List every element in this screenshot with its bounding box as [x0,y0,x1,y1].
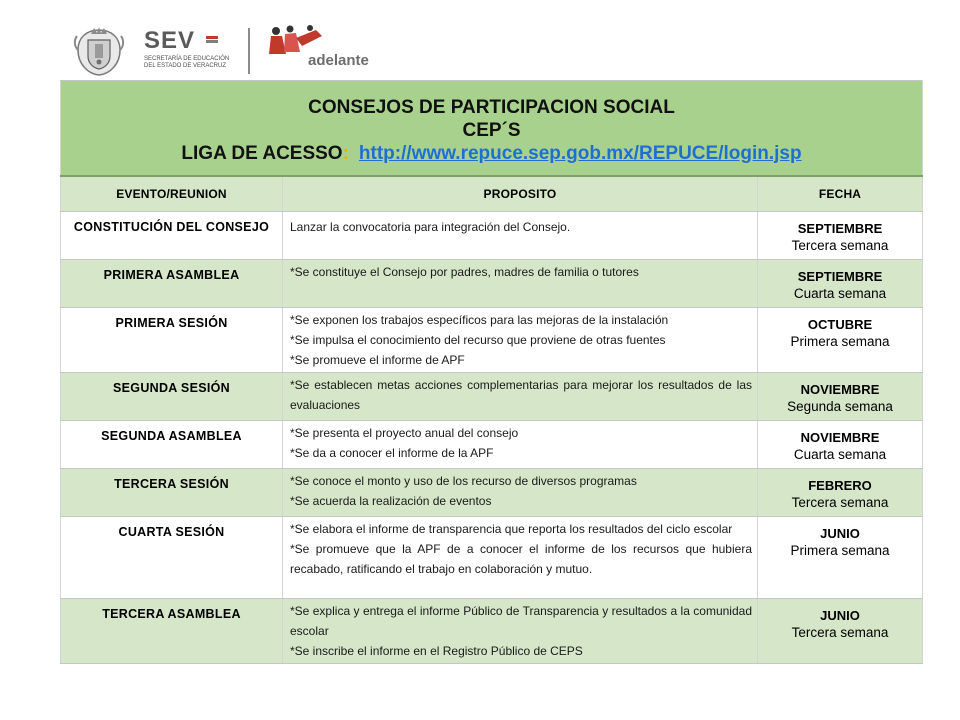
table-row [61,421,923,469]
proposito-cell [283,469,758,517]
proposito-line: *Se promueve que la APF de a conocer el informe de los recursos que hubiera recabado, ratificando el trabajo en colaboración y mutuo. [290,542,752,576]
table-row [61,517,923,599]
proposito-cell [283,517,758,599]
proposito-line: *Se impulsa el conocimiento del recurso que proviene de otras fuentes [290,333,666,347]
adelante-logo [266,24,396,78]
table-row [61,599,923,664]
sev-logo-subtitle-line1: SECRETARÍA DE EDUCACIÓN [144,56,230,62]
fecha-month: NOVIEMBRE [800,430,880,445]
sev-logo-text: SEV [144,27,196,54]
column-header-row [61,176,923,212]
proposito-line: *Se constituye el Consejo por padres, madres de familia o tutores [290,265,639,279]
fecha-cell [758,469,923,517]
fecha-cell [758,373,923,421]
fecha-week: Tercera semana [791,495,889,510]
adelante-logo-text: adelante [308,52,369,69]
proposito-line: *Se elabora el informe de transparencia que reporta los resultados del ciclo escolar [290,522,733,536]
veracruz-seal-icon [72,26,126,78]
proposito-cell [283,373,758,421]
evento-cell: SEGUNDA SESIÓN [61,373,283,421]
proposito-cell [283,308,758,373]
sev-accent-bar-icon [206,36,218,44]
table-row [61,373,923,421]
evento-cell: CUARTA SESIÓN [61,517,283,599]
sev-logo-subtitle-line2: DEL ESTADO DE VERACRUZ [144,63,227,69]
fecha-week: Primera semana [790,334,890,349]
table-row [61,212,923,260]
fecha-month: JUNIO [820,608,860,623]
evento-cell: SEGUNDA ASAMBLEA [61,421,283,469]
fecha-week: Tercera semana [791,238,889,253]
proposito-line: *Se exponen los trabajos específicos para las mejoras de la instalación [290,313,669,327]
table-row [61,308,923,373]
sev-logo-subtitle [144,56,264,70]
logo-divider [248,28,250,74]
proposito-cell [283,212,758,260]
proposito-cell [283,421,758,469]
column-header-fecha: FECHA [758,176,923,212]
column-header-evento: EVENTO/REUNION [61,176,283,212]
table-title-row [61,81,923,177]
access-link[interactable]: http://www.repuce.sep.gob.mx/REPUCE/login.jsp [358,142,802,164]
proposito-line: *Se establecen metas acciones complementarias para mejorar los resultados de las evaluaciones [290,378,752,412]
proposito-line: *Se explica y entrega el informe Público de Transparencia y resultados a la comunidad escolar [290,604,752,638]
fecha-week: Tercera semana [791,625,889,640]
page-subtitle: CEP´S [462,119,521,141]
column-header-proposito: PROPOSITO [283,176,758,212]
proposito-line: *Se conoce el monto y uso de los recurso de diversos programas [290,474,637,488]
evento-cell: TERCERA ASAMBLEA [61,599,283,664]
evento-cell: PRIMERA SESIÓN [61,308,283,373]
page-title: CONSEJOS DE PARTICIPACION SOCIAL [308,96,675,118]
fecha-week: Segunda semana [787,399,893,414]
logo-strip [70,24,400,80]
proposito-line: *Se acuerda la realización de eventos [290,494,492,508]
fecha-month: NOVIEMBRE [800,382,880,397]
proposito-line: *Se inscribe el informe en el Registro Público de CEPS [290,644,583,658]
fecha-cell [758,421,923,469]
proposito-line: Lanzar la convocatoria para integración del Consejo. [290,220,571,234]
fecha-month: SEPTIEMBRE [797,221,883,236]
fecha-cell [758,260,923,308]
table-title-cell [61,81,923,177]
fecha-month: JUNIO [820,526,860,541]
access-link-colon: : [342,142,349,164]
proposito-line: *Se promueve el informe de APF [290,353,465,367]
access-link-label: LIGA DE ACESSO [181,142,343,164]
fecha-week: Primera semana [790,543,890,558]
proposito-cell [283,260,758,308]
proposito-line: *Se da a conocer el informe de la APF [290,446,494,460]
fecha-cell [758,212,923,260]
evento-cell: PRIMERA ASAMBLEA [61,260,283,308]
table-row [61,260,923,308]
access-link-line [61,142,922,165]
fecha-cell [758,517,923,599]
proposito-cell [283,599,758,664]
fecha-month: SEPTIEMBRE [797,269,883,284]
fecha-cell [758,308,923,373]
proposito-line: *Se presenta el proyecto anual del consejo [290,426,519,440]
fecha-month: OCTUBRE [807,317,873,332]
evento-cell: CONSTITUCIÓN DEL CONSEJO [61,212,283,260]
fecha-cell [758,599,923,664]
evento-cell: TERCERA SESIÓN [61,469,283,517]
fecha-week: Cuarta semana [793,447,887,462]
fecha-month: FEBRERO [808,478,872,493]
table-row [61,469,923,517]
consejos-table [60,80,923,664]
fecha-week: Cuarta semana [793,286,887,301]
